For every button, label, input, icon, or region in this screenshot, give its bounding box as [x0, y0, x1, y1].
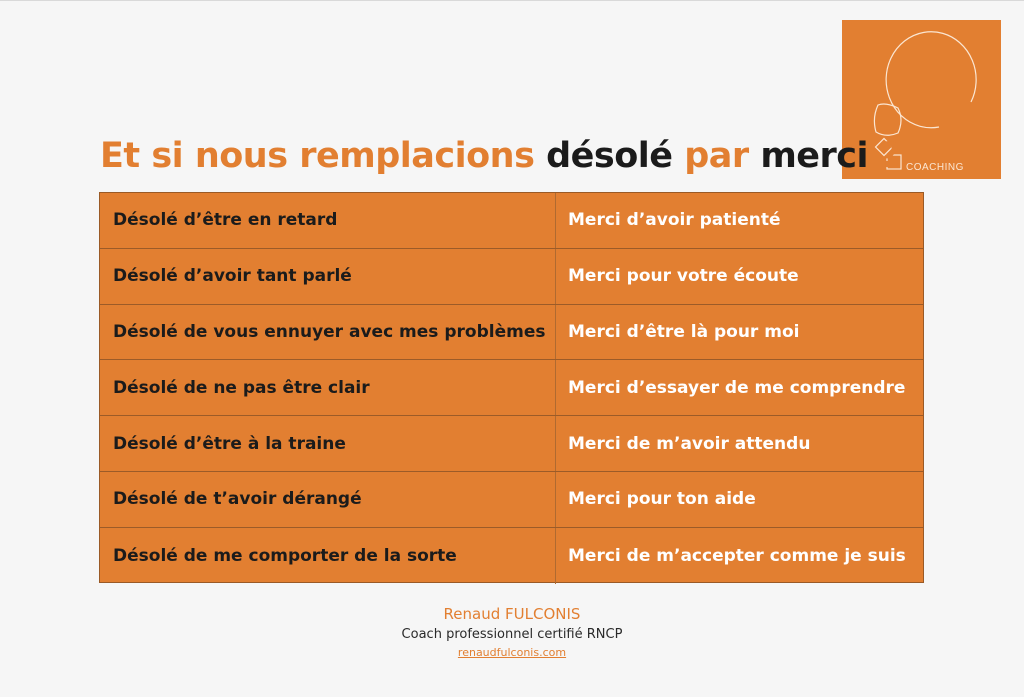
sorry-cell: Désolé d’être à la traine: [100, 416, 556, 471]
sorry-cell: Désolé de vous ennuyer avec mes problèmes: [100, 305, 556, 360]
sorry-cell: Désolé de me comporter de la sorte: [100, 528, 556, 584]
table-row: [100, 193, 923, 249]
top-divider: [0, 0, 1024, 1]
logo-text: COACHING: [906, 162, 964, 173]
title-question-mark: ?: [868, 136, 900, 176]
title-part-3: par: [672, 136, 761, 176]
thanks-cell: Merci d’avoir patienté: [568, 210, 781, 231]
author-name: Renaud FULCONIS: [443, 605, 581, 623]
table-row: [100, 305, 923, 361]
author-role: Coach professionnel certifié RNCP: [401, 627, 623, 642]
thanks-cell: Merci d’être là pour moi: [568, 321, 800, 342]
table-row: [100, 416, 923, 472]
thanks-cell: Merci de m’avoir attendu: [568, 433, 811, 454]
replacement-table: [99, 192, 924, 583]
thanks-cell: Merci pour ton aide: [568, 489, 756, 510]
table-row: [100, 528, 923, 584]
title-word-sorry: désolé: [546, 136, 673, 176]
website-link[interactable]: renaudfulconis.com: [457, 646, 567, 659]
page-title: [100, 136, 900, 176]
title-word-thanks: merci: [760, 136, 869, 176]
sorry-cell: Désolé de t’avoir dérangé: [100, 472, 556, 527]
thanks-cell: Merci de m’accepter comme je suis: [568, 545, 906, 566]
thanks-cell: Merci pour votre écoute: [568, 266, 799, 287]
title-part-1: Et si nous remplacions: [100, 136, 547, 176]
thanks-cell: Merci d’essayer de me comprendre: [568, 377, 906, 398]
table-row: [100, 472, 923, 528]
table-row: [100, 249, 923, 305]
sorry-cell: Désolé d’avoir tant parlé: [100, 249, 556, 304]
sorry-cell: Désolé d’être en retard: [100, 193, 556, 248]
sorry-cell: Désolé de ne pas être clair: [100, 360, 556, 415]
table-row: [100, 360, 923, 416]
